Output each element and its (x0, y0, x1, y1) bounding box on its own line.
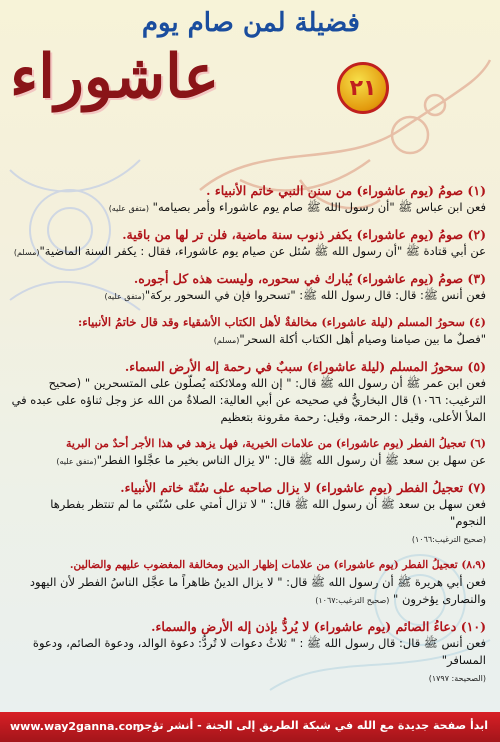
item-title: (٣) صومُ (يوم عاشوراء) يُبارك في سحوره، وليست هذه كل أجوره. (133, 271, 486, 286)
item-title: (٢) صومُ (يوم عاشوراء) يكفر ذنوب سنة ماضية، فلن تر لها من باقية. (122, 227, 486, 242)
website-link[interactable]: www.way2ganna.com (10, 720, 145, 733)
number-badge: ٢١ (337, 62, 389, 114)
item-text: فعن ابن عباس ﷺ "أن رسول الله ﷺ صام يوم عاشوراء وأمر بصيامه" (متفق عليه) (108, 200, 486, 214)
list-item (11, 358, 486, 426)
item-text: فعن أبي هريرة ﷺ أن رسول الله ﷺ قال: " لا يزال الدينُ ظاهراً ما عجَّل الناسُ الفطر لأن اليهود والنصارى يؤخرون " (صحيح الترغيب:١٠٦٧) (29, 575, 486, 606)
item-title: (٨،٩) تعجيلُ الفطر (يوم عاشوراء) من علامات إظهار الدين ومخالفة المغضوب عليهم والضالين. (69, 559, 486, 571)
list-item (11, 314, 486, 349)
page-title: عاشوراء (10, 42, 220, 112)
virtues-list (11, 182, 486, 696)
item-text: "فصلٌ ما بين صيامنا وصيام أهل الكتاب أكلة السحر"(مسلم) (213, 332, 486, 346)
item-text: فعن أنس ﷺ: قال: قال رسول الله ﷺ: "تسحروا فإن في السحور بركة"(متفق عليه) (104, 288, 486, 302)
footer-bar (0, 712, 500, 742)
item-title: (٦) تعجيلُ الفطر (يوم عاشوراء) من علامات الخيرية، فهل يزهد في هذا الأجر أحدٌ من البرية (66, 437, 486, 450)
list-item (11, 270, 486, 305)
list-item (11, 226, 486, 261)
item-source: (مسلم) (213, 336, 240, 345)
item-title: (١) صومُ (يوم عاشوراء) من سنن النبي خاتم الأنبياء . (206, 183, 486, 198)
item-title: (٤) سحورُ المسلم (ليلة عاشوراء) مخالفةٌ لأهل الكتاب الأشقياء وقد قال خاتمُ الأنبياء: (78, 315, 486, 329)
item-title: (٥) سحورُ المسلم (ليلة عاشوراء) سببٌ في رحمة إله الأرض السماء. (124, 359, 486, 374)
header-subtitle: فضيلة لمن صام يوم (141, 8, 360, 38)
list-item (11, 479, 486, 548)
item-source: (صحيح الترغيب:١٠٦٦) (411, 535, 486, 544)
list-item (11, 557, 486, 609)
list-item (11, 182, 486, 217)
item-source: (مسلم) (13, 248, 40, 257)
item-text: فعن سهل بن سعد ﷺ أن رسول الله ﷺ قال: " لا تزال أمتي على سُنّتي ما لم تنتظر بفطرها النجوم" (صحيح الترغيب:١٠٦٦) (50, 497, 486, 544)
item-source: (متفق عليه) (108, 204, 150, 213)
item-text: عن أبي قتادة ﷺ "أن رسول الله ﷺ سُئل عن صيام يوم عاشوراء، فقال : يكفر السنة الماضية"(مسلم) (13, 244, 486, 258)
list-item (11, 435, 486, 470)
item-text: فعن ابن عمر ﷺ أن رسول الله ﷺ قال: " إن الله وملائكته يُصلّون على المتسحرين " (صحيح الترغيب: ١٠٦٦) قال البخاريُّ في صحيحه عن أبي العالية: الصلاةُ من الله عز وجل ثناؤه على عبده في الملأ الأعلى، وقيل : الرحمة، وقيل: رحمة مقرونة بتعظيم (11, 376, 486, 424)
list-item (11, 618, 486, 687)
footer-text: ابدأ صفحة جديدة مع الله في شبكة الطريق إلى الجنة - أنشر تؤجر (137, 719, 488, 732)
header (0, 0, 500, 150)
item-title: (١٠) دعاءُ الصائم (يوم عاشوراء) لا يُردُّ بإذن إله الأرض والسماء. (151, 619, 486, 634)
item-source: (متفق عليه) (56, 457, 97, 466)
item-text: فعن أنس ﷺ قال: قال رسول الله ﷺ : " ثلاثُ دعوات لا تُردُّ: دعوة الوالد، ودعوة الصائم، ودعوة المسافر" (الصحيحة: ١٧٩٧) (32, 636, 486, 683)
item-title: (٧) تعجيلُ الفطر (يوم عاشوراء) لا يزال صاحبه على سُنّة خاتم الأنبياء. (120, 480, 486, 495)
item-source: (صحيح الترغيب:١٠٦٧) (315, 596, 390, 605)
item-source: (متفق عليه) (104, 292, 145, 301)
item-source: (الصحيحة: ١٧٩٧) (428, 674, 486, 683)
item-text: عن سهل بن سعد ﷺ أن رسول الله ﷺ قال: "لا يزال الناس بخير ما عجَّلوا الفطر"(متفق عليه) (56, 453, 486, 467)
